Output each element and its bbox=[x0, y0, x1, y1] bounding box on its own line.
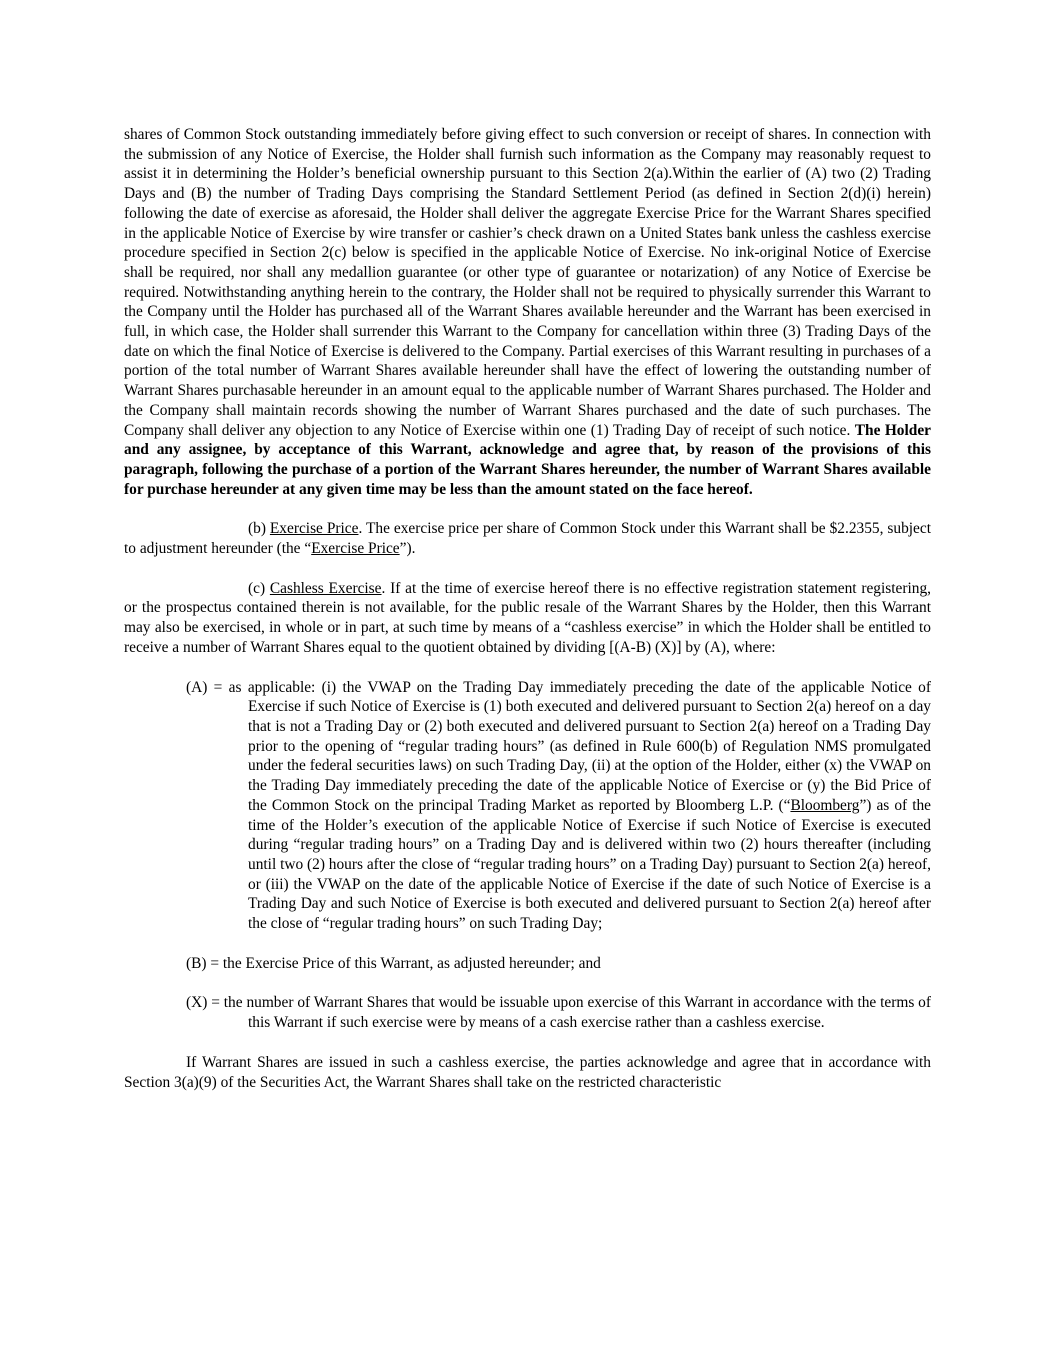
cashless-exercise-paragraph bbox=[124, 579, 931, 658]
clause-label: (b) bbox=[248, 520, 270, 538]
document-page bbox=[124, 125, 931, 1092]
defined-term-exercise-price: Exercise Price bbox=[311, 540, 400, 558]
exercise-price-paragraph bbox=[124, 519, 931, 558]
definition-text: ”) as of the time of the Holder’s execution of the applicable Notice of Exercise if such Notice of Exercise is executed during “regular trading hours” on a Trading Day and is delivered within two (2) hours thereafter (including until two (2) hours after the close of “regular trading hours” on a Trading Day) pursuant to Section 2(a) hereof, or (iii) the VWAP on the date of the applicable Notice of Exercise if the date of such Notice of Exercise is a Trading Day and such Notice of Exercise is both executed and delivered pursuant to Section 2(a) hereof after the close of “regular trading hours” on such Trading Day; bbox=[248, 796, 931, 933]
paragraph-text: . The exercise price per share of Common Stock under this Warrant shall be $2.2355, subject to adjustment hereunder (the “ bbox=[124, 520, 931, 558]
defined-term-bloomberg: Bloomberg bbox=[790, 796, 860, 814]
paragraph-text: shares of Common Stock outstanding immediately before giving effect to such conversion or receipt of shares. In connection with the submission of any Notice of Exercise, the Holder shall furnish such information as the Company may reasonably request to assist it in determining the Holder’s beneficial ownership pursuant to this Section 2(a).Within the earlier of (A) two (2) Trading Days and (B) the number of Trading Days comprising the Standard Settlement Period (as defined in Section 2(d)(i) herein) following the date of exercise as aforesaid, the Holder shall deliver the aggregate Exercise Price for the Warrant Shares specified in the applicable Notice of Exercise by wire transfer or cashier’s check drawn on a United States bank unless the cashless exercise procedure specified in Section 2(c) below is specified in the applicable Notice of Exercise. No ink-original Notice of Exercise shall be required, nor shall any medallion guarantee (or other type of guarantee or notarization) of any Notice of Exercise be required. Notwithstanding anything herein to the contrary, the Holder shall not be required to physically surrender this Warrant to the Company until the Holder has purchased all of the Warrant Shares available hereunder and the Warrant has been exercised in full, in which case, the Holder shall surrender this Warrant to the Company for cancellation within three (3) Trading Days of the date on which the final Notice of Exercise is delivered to the Company. Partial exercises of this Warrant resulting in purchases of a portion of the total number of Warrant Shares available hereunder shall have the effect of lowering the outstanding number of Warrant Shares purchasable hereunder in an amount equal to the applicable number of Warrant Shares purchased. The Holder and the Company shall maintain records showing the number of Warrant Shares purchased and the date of such purchases. The Company shall deliver any objection to any Notice of Exercise within one (1) Trading Day of receipt of such notice. bbox=[124, 126, 931, 439]
definition-text: (A) = as applicable: (i) the VWAP on the Trading Day immediately preceding the date of the applicable Notice of Exercise if such Notice of Exercise is (1) both executed and delivered pursuant to Section 2(a) hereof on a day that is not a Trading Day or (2) both executed and delivered pursuant to Section 2(a) hereof on a Trading Day prior to the opening of “regular trading hours” (as defined in Rule 600(b) of Regulation NMS promulgated under the federal securities laws) on such Trading Day, (ii) at the option of the Holder, either (x) the VWAP on the Trading Day immediately preceding the date of the applicable Notice of Exercise or (y) the Bid Price of the Common Stock on the principal Trading Market as reported by Bloomberg L.P. (“ bbox=[186, 678, 931, 814]
bold-acknowledgement: The Holder and any assignee, by acceptance of this Warrant, acknowledge and agree that, by reason of the provisions of this paragraph, following the purchase of a portion of the Warrant Shares hereunder, the number of Warrant Shares available for purchase hereunder at any given time may be less than the amount stated on the face hereof. bbox=[124, 421, 932, 498]
section-heading-exercise-price: Exercise Price bbox=[269, 520, 359, 538]
definition-x: (X) = the number of Warrant Shares that would be issuable upon exercise of this Warrant in accordance with the terms of this Warrant if such exercise were by means of a cash exercise rather than a cashless exercise. bbox=[186, 994, 931, 1032]
paragraph-text: . If at the time of exercise hereof there is no effective registration statement registering, or the prospectus contained therein is not available, for the public resale of the Warrant Shares by the Holder, then this Warrant may also be exercised, in whole or in part, at such time by means of a “cashless exercise” in which the Holder shall be entitled to receive a number of Warrant Shares equal to the quotient obtained by dividing [(A-B) (X)] by (A), where: bbox=[124, 579, 932, 656]
definition-b: (B) = the Exercise Price of this Warrant, as adjusted hereunder; and bbox=[186, 954, 601, 972]
closing-paragraph: If Warrant Shares are issued in such a cashless exercise, the parties acknowledge and agree that in accordance with Section 3(a)(9) of the Securities Act, the Warrant Shares shall take on the restricted characteristic bbox=[124, 1053, 931, 1091]
exercise-procedure-paragraph bbox=[124, 125, 931, 499]
definition-a bbox=[186, 678, 931, 934]
paragraph-text: ”). bbox=[399, 540, 416, 558]
section-heading-cashless-exercise: Cashless Exercise bbox=[269, 579, 382, 597]
clause-label: (c) bbox=[248, 579, 270, 597]
